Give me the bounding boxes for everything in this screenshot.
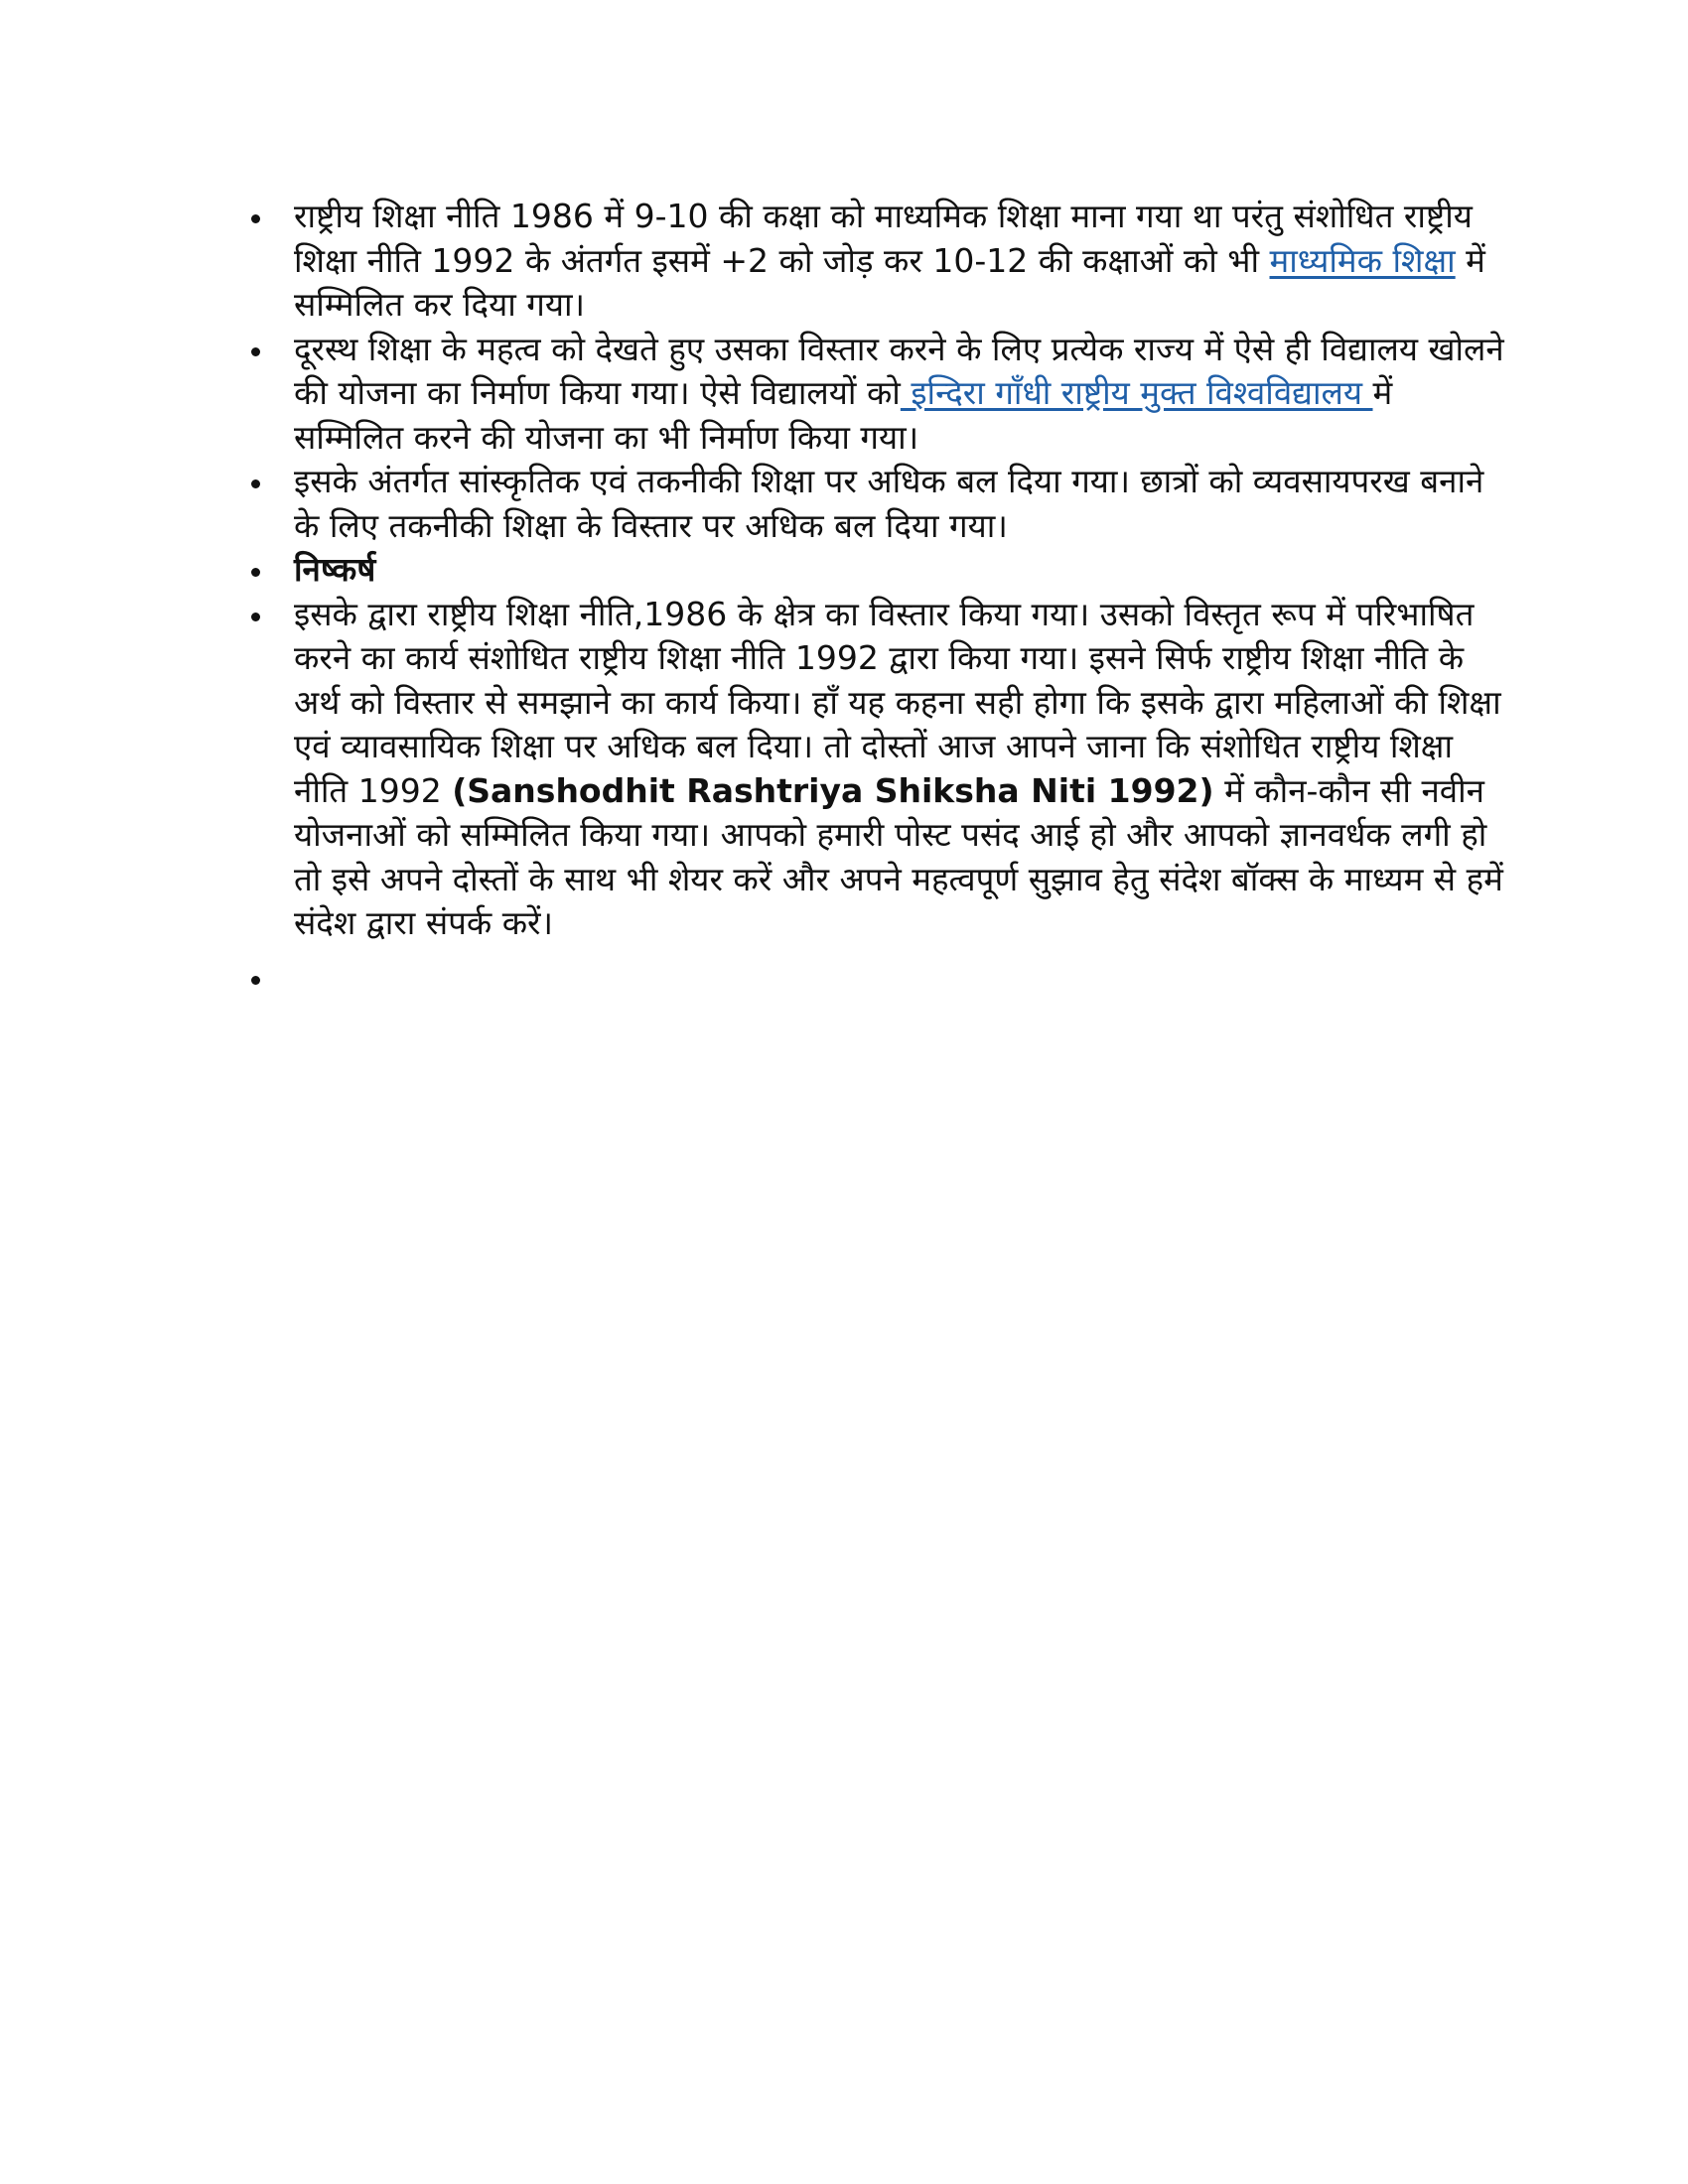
list-item-conclusion-heading [294,548,1505,593]
conclusion-heading: निष्कर्ष [294,550,376,589]
list-item-empty [294,956,1505,1001]
list-item-technical-education [294,460,1505,548]
list-item-distance-education [294,328,1505,461]
list-item-text: में सम्मिलित करने की योजना का भी निर्माण किया गया। [294,373,1393,457]
bullet-list [294,195,1505,1000]
list-item-text: इसके द्वारा राष्ट्रीय शिक्षा नीति,1986 के क्षेत्र का विस्तार किया गया। उसको विस्तृत रूप में परिभाषित करने का कार्य संशोधित राष्ट्रीय शिक्षा नीति 1992 द्वारा किया गया। इसने सिर्फ राष्ट्रीय शिक्षा नीति के अर्थ को विस्तार से समझाने का कार्य किया। हाँ यह कहना सही होगा कि इसके द्वारा महिलाओं की शिक्षा एवं व्यावसायिक शिक्षा पर अधिक बल दिया। तो दोस्तों आज आपने जाना कि संशोधित राष्ट्रीय शिक्षा नीति 1992 [294,594,1501,810]
list-item-conclusion [294,593,1505,946]
list-item-text: दूरस्थ शिक्षा के महत्व को देखते हुए उसका विस्तार करने के लिए प्रत्येक राज्य में ऐसे ही विद्यालय खोलने की योजना का निर्माण किया गया। ऐसे विद्यालयों को [294,329,1504,412]
list-item-text: में सम्मिलित कर दिया गया। [294,240,1485,324]
list-item-secondary-education [294,195,1505,328]
policy-name-bold: (Sanshodhit Rashtriya Shiksha Niti 1992) [452,770,1214,810]
ignou-link[interactable]: इन्दिरा गाँधी राष्ट्रीय मुक्त विश्वविद्यालय [900,373,1373,412]
list-item-text: राष्ट्रीय शिक्षा नीति 1986 में 9-10 की कक्षा को माध्यमिक शिक्षा माना गया था परंतु संशोधित राष्ट्रीय शिक्षा नीति 1992 के अंतर्गत इसमें +2 को जोड़ कर 10-12 की कक्षाओं को भी [294,197,1473,280]
list-item-text: में कौन-कौन सी नवीन योजनाओं को सम्मिलित किया गया। आपको हमारी पोस्ट पसंद आई हो और आपको ज्ञानवर्धक लगी हो तो इसे अपने दोस्तों के साथ भी शेयर करें और अपने महत्वपूर्ण सुझाव हेतु संदेश बॉक्स के माध्यम से हमें संदेश द्वारा संपर्क करें। [294,770,1503,942]
secondary-education-link[interactable]: माध्यमिक शिक्षा [1269,240,1456,280]
list-item-text: इसके अंतर्गत सांस्कृतिक एवं तकनीकी शिक्षा पर अधिक बल दिया गया। छात्रों को व्यवसायपरख बनाने के लिए तकनीकी शिक्षा के विस्तार पर अधिक बल दिया गया। [294,462,1484,545]
